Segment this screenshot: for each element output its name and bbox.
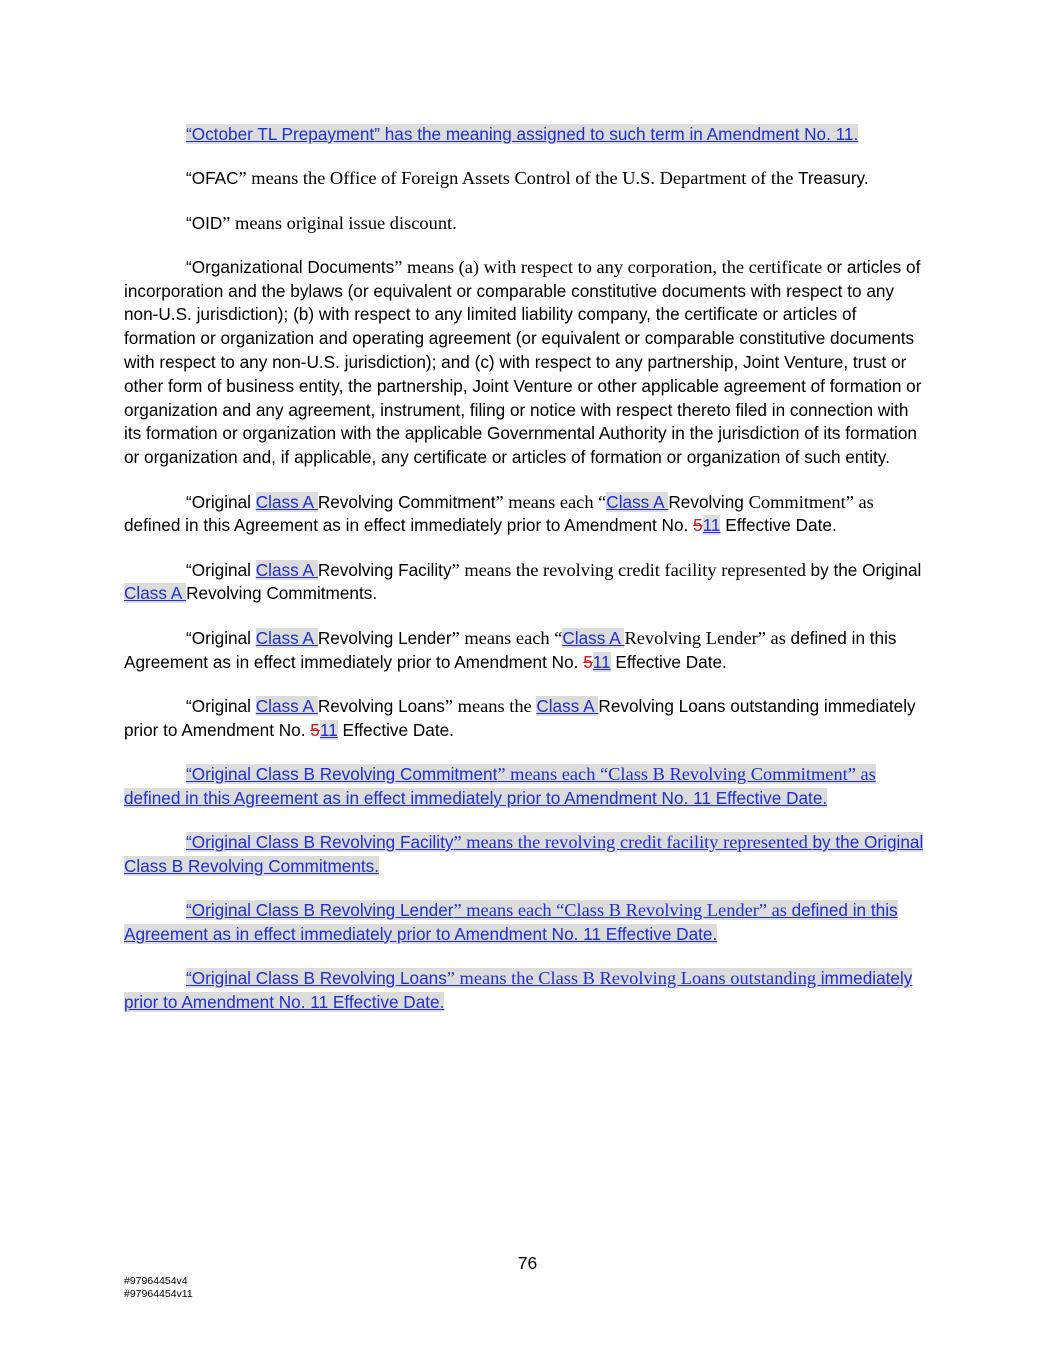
definition-original-class-a-revolving-lender [124,627,930,675]
definition-text: ” means the Class B Revolving Loans outstanding [446,968,821,989]
definition-text: Effective Date. [720,515,837,536]
inserted-text: Class A [255,695,318,716]
definition-text: ” means each “ [451,627,563,648]
definition-text: Treasury. [797,168,869,189]
definition-text: defined in this Agreement as in effect immediately prior to Amendment No. [124,627,897,672]
definition-original-class-b-revolving-lender [124,899,930,947]
inserted-text: 11 [319,719,338,740]
definition-original-class-b-revolving-loans [124,967,930,1015]
definition-text: defined in this Agreement as in effect immediately prior to Amendment No. [124,515,694,536]
document-ids [124,1275,193,1301]
document-page [124,123,930,1035]
page-number: 76 [517,1253,538,1273]
definition-text: ” means original issue discount. [222,212,457,233]
inserted-text: Class A [255,627,318,648]
definition-text: Revolving Loans outstanding immediately prior to Amendment No. [124,695,916,740]
definition-original-class-b-revolving-facility [124,831,930,879]
definition-organizational-documents [124,256,930,470]
document-id-new: #97964454v11 [124,1288,193,1300]
defined-term: “October TL Prepayment [186,124,375,144]
definition-text: ” has the meaning assigned to such term in Amendment No. 11. [374,124,859,144]
inserted-text: 11 [702,515,721,536]
defined-term: “Original Class B Revolving Lender [186,900,454,921]
defined-term: “Original [186,627,256,648]
definition-original-class-a-revolving-commitment [124,491,930,539]
definition-text: Effective Date. [337,719,454,740]
defined-term: “Original [186,695,256,716]
definition-text: ” means each “Class B Revolving Commitment” as [497,763,876,784]
definition-original-class-b-revolving-commitment [124,763,930,811]
definition-text: Commitment” as [748,491,874,512]
inserted-text: 11 [592,651,611,672]
inserted-text: Class A [124,583,187,604]
definition-text: ” means the revolving credit facility represented [453,832,813,853]
defined-term: “Original [186,491,256,512]
inserted-text: Class A [562,627,625,648]
definition-text: defined in this Agreement as in effect immediately prior to Amendment No. 11 Effective Date. [124,787,828,808]
definition-text: ” means each “Class B Revolving Lender” as [453,900,792,921]
inserted-text: Class A [536,695,599,716]
definition-text: Revolving Loans [317,695,445,716]
definition-text: Revolving Commitment [317,491,496,512]
definition-oid [124,212,930,236]
definition-text: or articles of incorporation and the bylaws (or equivalent or comparable constitutive documents with respect to any non-U.S. jurisdiction); (b) with respect to any limited liability company, the certificate or articles of formation or organization and operating agreement (or equivalent or comparable constitutive documents with respect to any non-U.S. jurisdiction); and (c) with respect to any partnership, Joint Venture, trust or other form of business entity, the partnership, Joint Venture or other applicable agreement of formation or organization and any agreement, instrument, filing or notice with respect thereto filed in connection with its formation or organization with the applicable Governmental Authority in the jurisdiction of its formation or organization and, if applicable, any certificate or articles of formation or organization of such entity. [124,256,922,468]
definition-text: Revolving Commitments. [186,583,378,604]
definition-text: ” means each “ [495,491,607,512]
definition-text: Revolving Lender [317,627,452,648]
defined-term: “Organizational Documents [186,256,395,277]
defined-term: “OFAC [186,168,239,189]
deleted-text: 5 [693,515,703,536]
definition-text: defined in this Agreement as in effect immediately prior to Amendment No. 11 Effective Date. [124,900,898,944]
definition-text: by the Original [810,559,922,580]
definition-original-class-a-revolving-loans [124,695,930,743]
defined-term: “Original Class B Revolving Loans [186,968,447,989]
defined-term: “Original Class B Revolving Facility [186,832,454,853]
definitions-list [124,123,930,1015]
definition-text: Effective Date. [610,651,727,672]
inserted-text: Class A [255,491,318,512]
definition-text: Revolving Lender” as [624,627,791,648]
inserted-text: Class A [255,559,318,580]
definition-text: Revolving Facility [317,559,452,580]
definition-ofac [124,167,930,191]
deleted-text: 5 [310,719,320,740]
definition-text: ” means the [444,695,537,716]
definition-text: by the Original Class B Revolving Commitments. [124,832,924,876]
definition-text: Revolving [668,491,749,512]
defined-term: “Original Class B Revolving Commitment [186,763,498,784]
defined-term: “Original [186,559,256,580]
inserted-text: Class A [606,491,669,512]
definition-original-class-a-revolving-facility [124,559,930,607]
definition-october-tl-prepayment [124,123,930,147]
defined-term: “OID [186,212,223,233]
definition-text: ” means the revolving credit facility represented [451,559,811,580]
document-id-old: #97964454v4 [124,1275,188,1287]
deleted-text: 5 [583,651,593,672]
definition-text: immediately prior to Amendment No. 11 Effective Date. [124,968,913,1013]
definition-text: ” means the Office of Foreign Assets Control of the U.S. Department of the [238,168,798,189]
definition-text: ” means (a) with respect to any corporation, the certificate [394,256,827,277]
